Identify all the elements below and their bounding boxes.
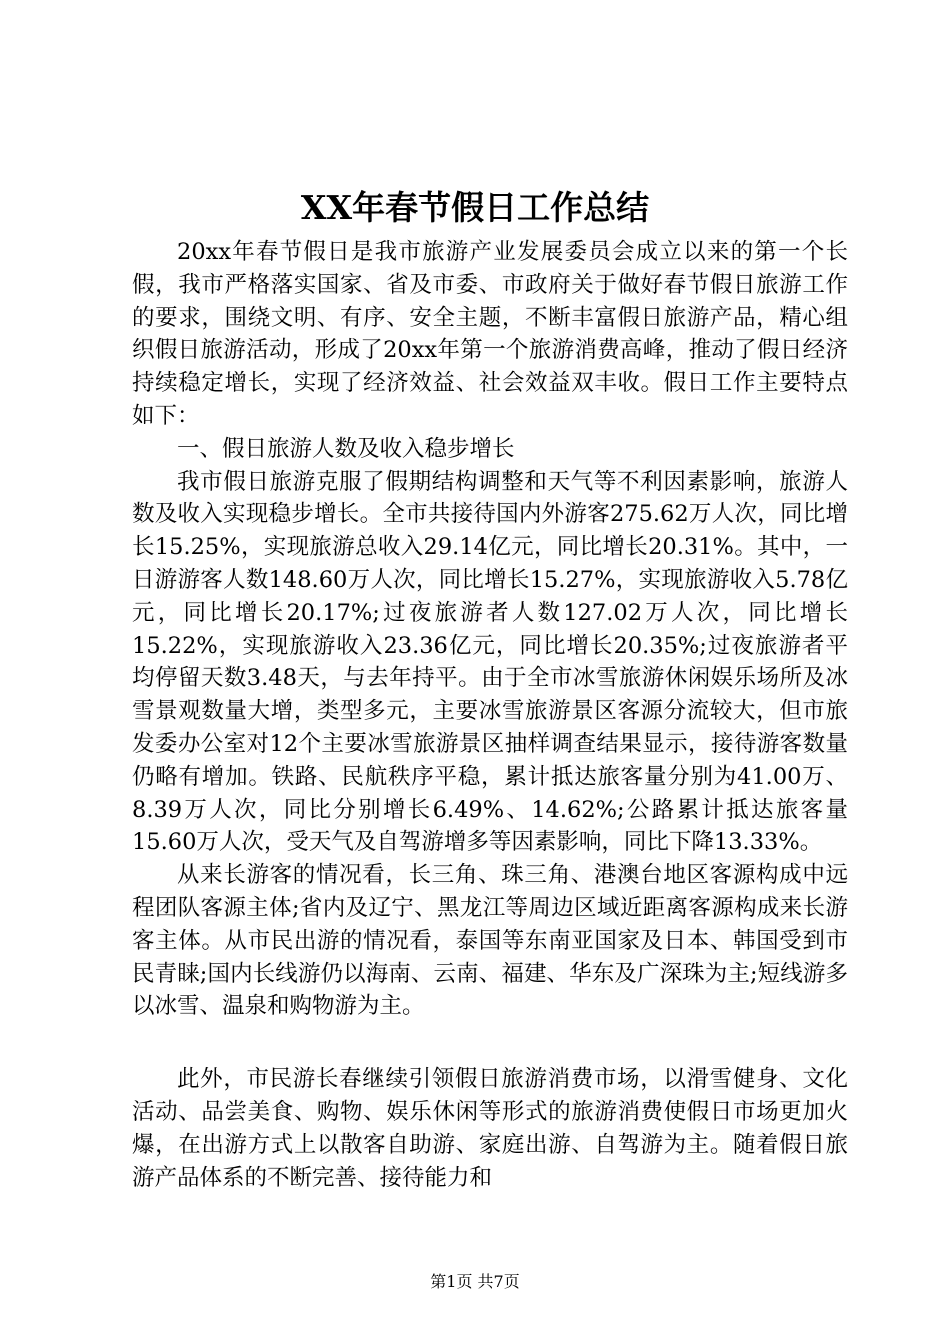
- paragraph-spacer: [132, 1023, 848, 1063]
- section-heading: 一、假日旅游人数及收入稳步增长: [177, 435, 515, 462]
- statistics-paragraph: 我市假日旅游克服了假期结构调整和天气等不利因素影响，旅游人数及收入实现稳步增长。全市共接待国内外游客275.62万人次，同比增长15.25%，实现旅游总收入29.14亿元，同比增长20.31%。其中，一日游游客人数148.60万人次，同比增长15.27%，实现旅游收入5.78亿元，同比增长20.17%;过夜旅游者人数127.02万人次，同比增长15.22%，实现旅游收入23.36亿元，同比增长20.35%;过夜旅游者平均停留天数3.48天，与去年持平。由于全市冰雪旅游休闲娱乐场所及冰雪景观数量大增，类型多元，主要冰雪旅游景区客源分流较大，但市旅发委办公室对12个主要冰雪旅游景区抽样调查结果显示，接待游客数量仍略有增加。铁路、民航秩序平稳，累计抵达旅客量分别为41.00万、8.39万人次，同比分别增长6.49%、14.62%;公路累计抵达旅客量15.60万人次，受天气及自驾游增多等因素影响，同比下降13.33%。: [132, 468, 848, 856]
- additional-paragraph: 此外，市民游长春继续引领假日旅游消费市场，以滑雪健身、文化活动、品尝美食、购物、娱乐休闲等形式的旅游消费使假日市场更加火爆，在出游方式上以散客自助游、家庭出游、自驾游为主。随着假日旅游产品体系的不断完善、接待能力和: [132, 1066, 848, 1191]
- intro-paragraph: 20xx年春节假日是我市旅游产业发展委员会成立以来的第一个长假，我市严格落实国家、省及市委、市政府关于做好春节假日旅游工作的要求，围绕文明、有序、安全主题，不断丰富假日旅游产品，精心组织假日旅游活动，形成了20xx年第一个旅游消费高峰，推动了假日经济持续稳定增长，实现了经济效益、社会效益双丰收。假日工作主要特点如下：: [132, 239, 848, 429]
- page-footer: 第1页 共7页: [430, 1272, 520, 1291]
- visitor-source-paragraph: 从来长游客的情况看，长三角、珠三角、港澳台地区客源构成中远程团队客源主体;省内及辽宁、黑龙江等周边区域近距离客源构成来长游客主体。从市民出游的情况看，泰国等东南亚国家及日本、韩国受到市民青睐;国内长线游仍以海南、云南、福建、华东及广深珠为主;短线游多以冰雪、温泉和购物游为主。: [132, 862, 848, 1020]
- document-title: XX年春节假日工作总结: [300, 188, 650, 227]
- document-body: [132, 236, 848, 1194]
